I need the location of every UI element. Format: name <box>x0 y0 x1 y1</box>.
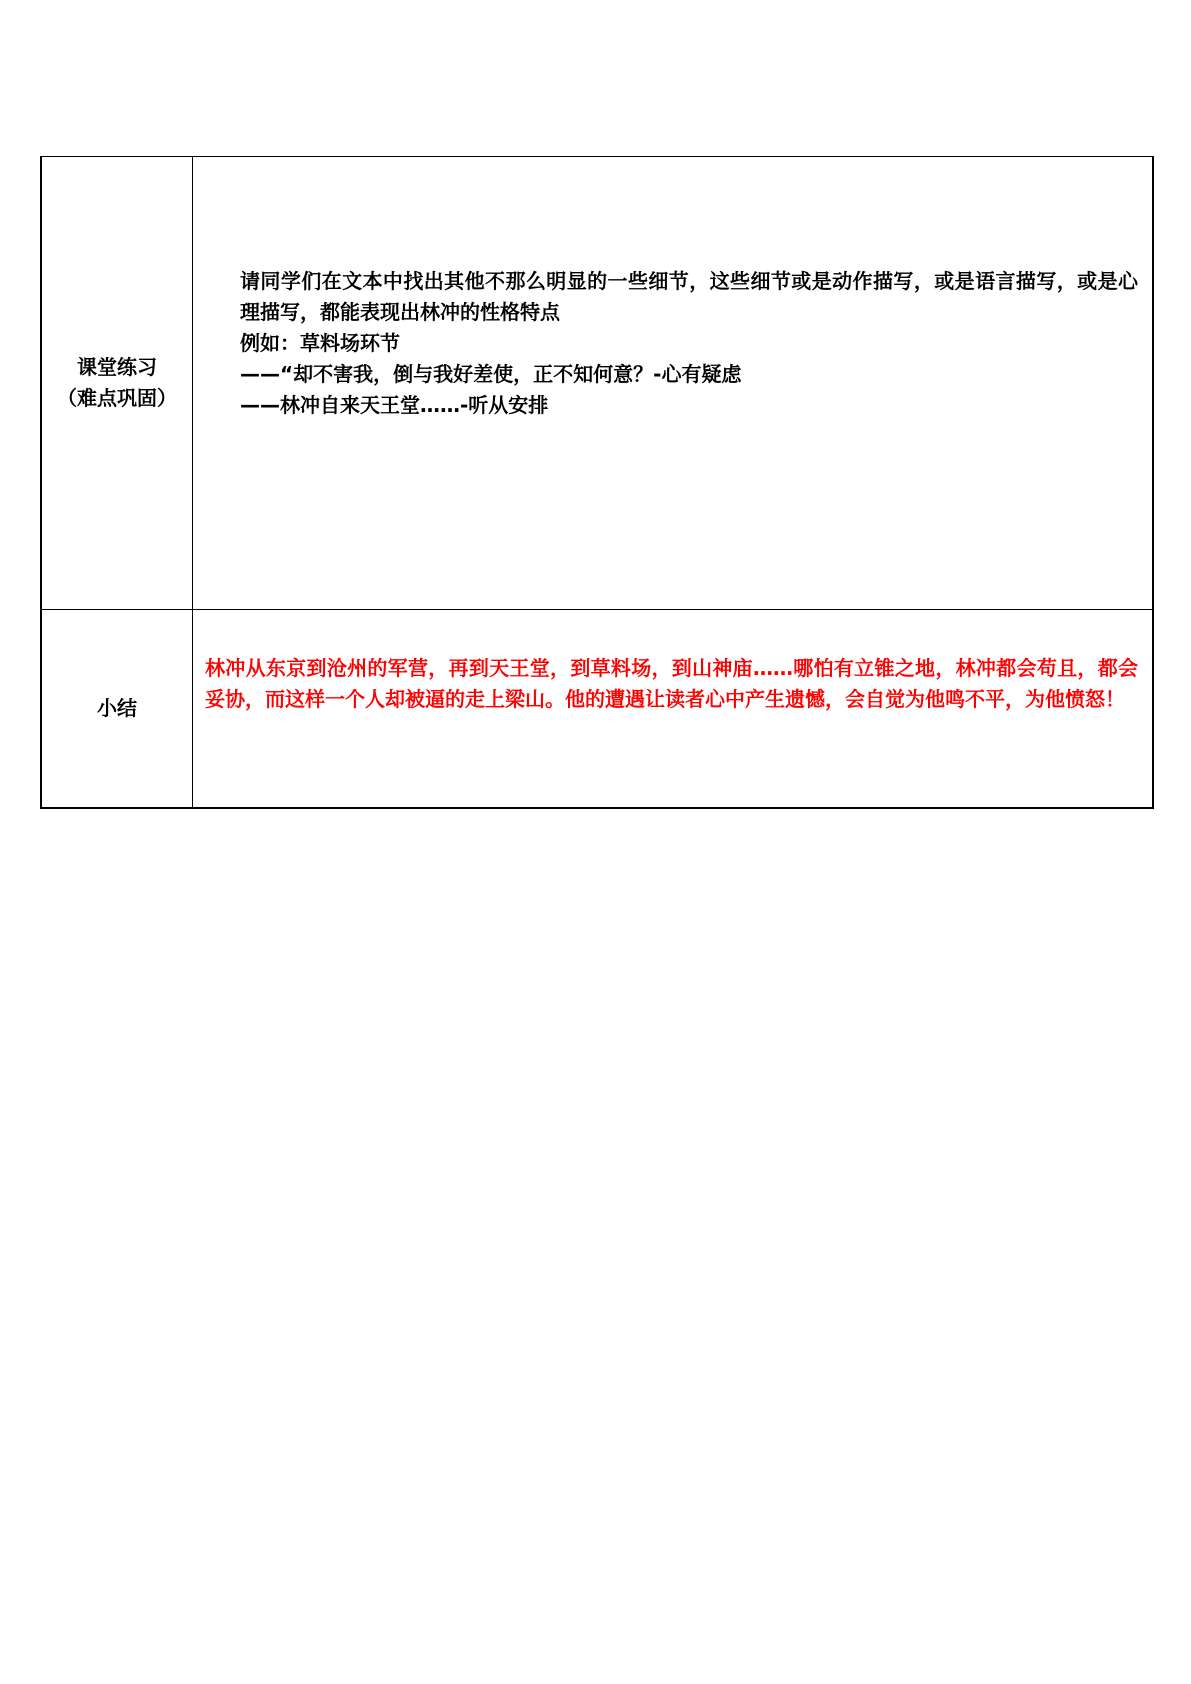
table-row-exercise <box>41 157 1153 610</box>
exercise-example-line: ——林冲自来天王堂……-听从安排 <box>240 392 549 417</box>
row-label-line: 课堂练习 <box>77 355 157 379</box>
exercise-example-line: ——“却不害我，倒与我好差使，正不知何意？-心有疑虑 <box>240 361 742 386</box>
row-content-exercise <box>193 157 1154 610</box>
row-label-exercise <box>41 157 193 610</box>
row-label-summary <box>41 610 193 809</box>
lesson-table <box>40 156 1154 809</box>
row-content-summary <box>193 610 1154 809</box>
exercise-instruction: 请同学们在文本中找出其他不那么明显的一些细节，这些细节或是动作描写，或是语言描写，或是心理描写，都能表现出林冲的性格特点 <box>240 268 1138 324</box>
summary-text: 林冲从东京到沧州的军营，再到天王堂，到草料场，到山神庙……哪怕有立锥之地，林冲都会苟且，都会妥协，而这样一个人却被逼的走上梁山。他的遭遇让读者心中产生遗憾，会自觉为他鸣不平，为他愤怒！ <box>205 655 1138 711</box>
row-label-line: （难点巩固） <box>57 386 177 410</box>
row-label-line: 小结 <box>97 696 137 720</box>
table-row-summary <box>41 610 1153 809</box>
exercise-example-title: 例如：草料场环节 <box>240 330 400 355</box>
